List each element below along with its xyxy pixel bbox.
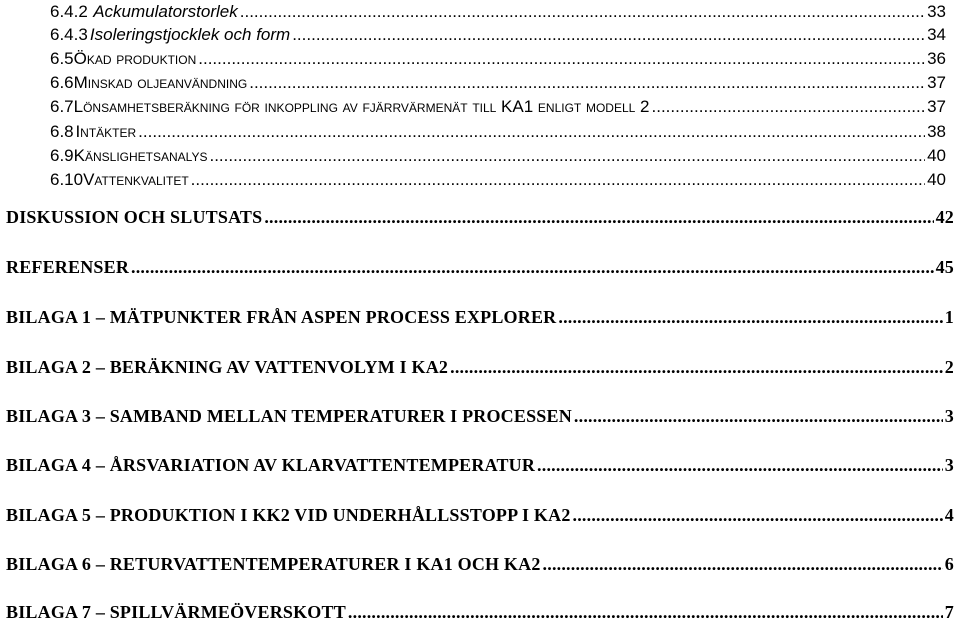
- toc-leader: [537, 455, 943, 476]
- toc-entry-6-9[interactable]: [50, 146, 946, 166]
- toc-number: 6.6: [50, 73, 74, 92]
- toc-page: 37: [927, 97, 946, 116]
- toc-leader: [543, 554, 943, 575]
- toc-entry-bilaga-7[interactable]: [6, 602, 954, 623]
- toc-title: Lönsamhetsberäkning för inkoppling av fjärrvärmenät till KA1 enligt modell 2: [73, 97, 650, 116]
- toc-title: BILAGA 1 – MÄTPUNKTER FRÅN ASPEN PROCESS EXPLORER: [6, 307, 557, 327]
- toc-title: BILAGA 5 – PRODUKTION I KK2 VID UNDERHÅLLSSTOPP I KA2: [6, 505, 571, 525]
- toc-leader: [191, 170, 925, 190]
- toc-page: 4: [944, 505, 954, 525]
- toc-number: 6.5: [50, 49, 74, 68]
- toc-number: 6.7: [50, 97, 74, 116]
- toc-page: 38: [927, 122, 946, 141]
- toc-entry-bilaga-4[interactable]: [6, 455, 954, 476]
- toc-title: Isoleringstjocklek och form: [89, 25, 291, 44]
- toc-leader: [573, 505, 943, 526]
- toc-page: 33: [927, 2, 946, 21]
- toc-title: BILAGA 6 – RETURVATTENTEMPERATURER I KA1 OCH KA2: [6, 554, 541, 574]
- toc-number: 6.8: [50, 122, 74, 141]
- toc-title: Ackumulatorstorlek: [93, 2, 238, 21]
- toc-leader: [264, 207, 933, 228]
- toc-page: 1: [944, 307, 954, 327]
- toc-entry-6-6[interactable]: [50, 73, 946, 93]
- toc-title: Känslighetsanalys: [73, 146, 208, 165]
- toc-leader: [138, 122, 925, 142]
- toc-entry-6-8[interactable]: [50, 122, 946, 142]
- toc-leader: [249, 73, 925, 93]
- toc-title: BILAGA 7 – SPILLVÄRMEÖVERSKOTT: [6, 602, 346, 622]
- toc-page: 37: [927, 73, 946, 92]
- toc-entry-6-10[interactable]: [50, 170, 946, 190]
- toc-leader: [131, 257, 934, 278]
- toc-number: 6.9: [50, 146, 74, 165]
- toc-leader: [450, 357, 943, 378]
- toc-page: 3: [944, 455, 954, 475]
- toc-entry-6-4-2[interactable]: [50, 2, 946, 22]
- toc-page: 42: [935, 207, 954, 227]
- toc-title: BILAGA 3 – SAMBAND MELLAN TEMPERATURER I PROCESSEN: [6, 406, 572, 426]
- toc-entry-diskussion[interactable]: [6, 207, 954, 228]
- toc-entry-6-7[interactable]: [50, 97, 946, 117]
- toc-number: 6.10: [50, 170, 84, 189]
- toc-leader: [198, 49, 925, 69]
- toc-leader: [652, 97, 926, 117]
- toc-title: Vattenkvalitet: [83, 170, 189, 189]
- toc-leader: [209, 146, 925, 166]
- toc-page: 3: [944, 406, 954, 426]
- toc-leader: [558, 307, 942, 328]
- toc-entry-bilaga-5[interactable]: [6, 505, 954, 526]
- toc-entry-referenser[interactable]: [6, 257, 954, 278]
- toc-title: Ökad produktion: [73, 49, 197, 68]
- toc-title: REFERENSER: [6, 257, 130, 277]
- toc-page: 2: [944, 357, 954, 377]
- toc-page: 34: [927, 25, 946, 44]
- toc-entry-6-5[interactable]: [50, 49, 946, 69]
- toc-title: BILAGA 4 – ÅRSVARIATION AV KLARVATTENTEMPERATUR: [6, 455, 536, 475]
- toc-leader: [292, 25, 925, 45]
- toc-number: 6.4.2: [50, 2, 88, 21]
- toc-page: 7: [944, 602, 954, 622]
- toc-title: Intäkter: [75, 122, 137, 141]
- toc-leader: [240, 2, 925, 22]
- toc-entry-bilaga-3[interactable]: [6, 406, 954, 427]
- toc-page: 40: [927, 146, 946, 165]
- toc-entry-bilaga-1[interactable]: [6, 307, 954, 328]
- toc-page: 45: [935, 257, 954, 277]
- toc-page: 36: [927, 49, 946, 68]
- toc-title: BILAGA 2 – BERÄKNING AV VATTENVOLYM I KA2: [6, 357, 449, 377]
- toc-entry-bilaga-2[interactable]: [6, 357, 954, 378]
- toc-entry-6-4-3[interactable]: [50, 25, 946, 45]
- toc-entry-bilaga-6[interactable]: [6, 554, 954, 575]
- toc-title: Minskad oljeanvändning: [73, 73, 248, 92]
- toc-page: 6: [944, 554, 954, 574]
- toc-number: 6.4.3: [50, 25, 88, 44]
- toc-leader: [348, 602, 943, 623]
- toc-leader: [574, 406, 943, 427]
- toc-page: 40: [927, 170, 946, 189]
- toc-title: DISKUSSION OCH SLUTSATS: [6, 207, 263, 227]
